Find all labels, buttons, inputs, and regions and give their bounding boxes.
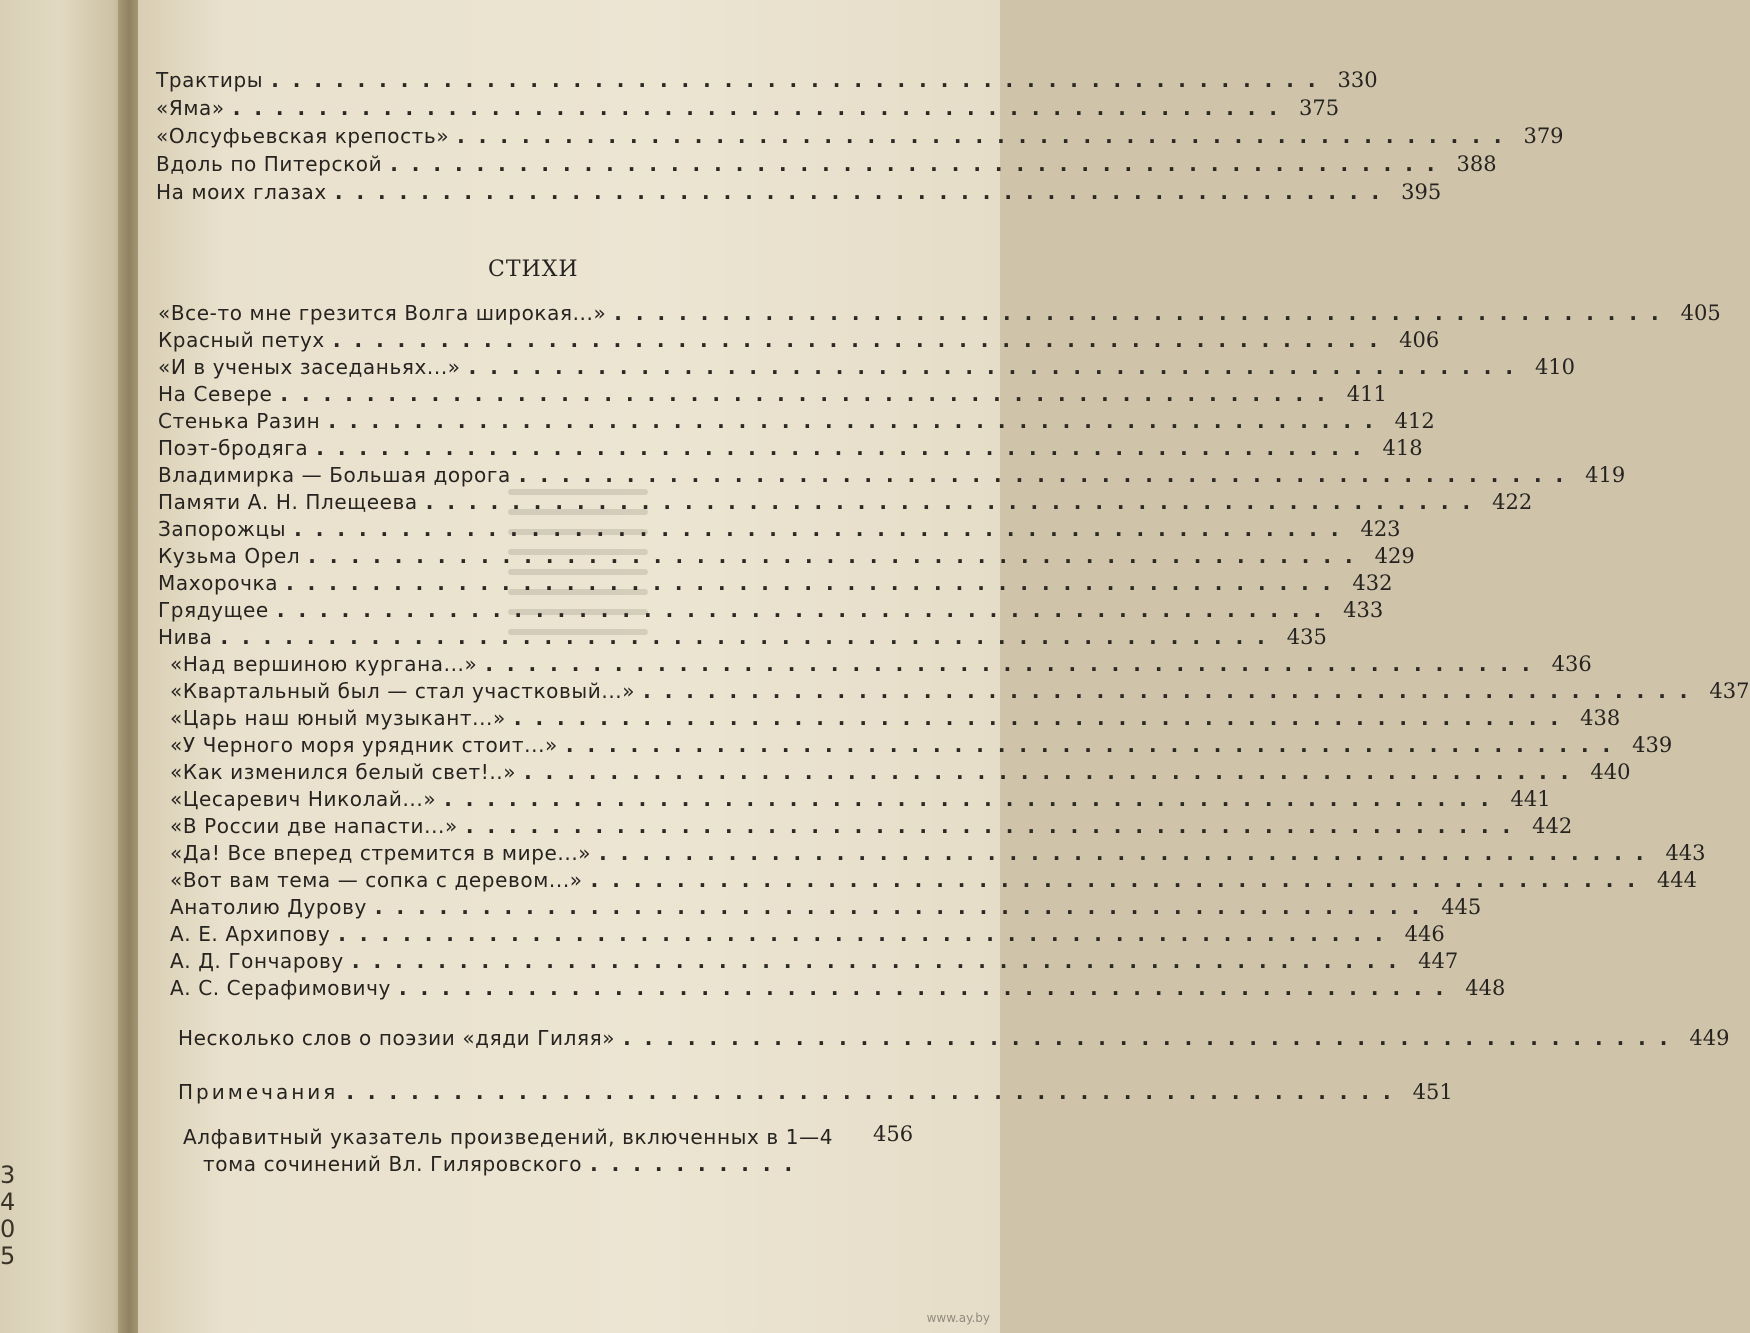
toc-entry-page: 423 bbox=[1360, 517, 1401, 541]
toc-entry-title: «У Черного моря урядник стоит...» bbox=[170, 733, 558, 757]
toc-entry bbox=[158, 297, 1721, 325]
toc-entry-title: «Как изменился белый свет!..» bbox=[170, 760, 517, 784]
toc-entry-page: 379 bbox=[1523, 124, 1564, 148]
toc-entry-title: «И в ученых заседаньях...» bbox=[158, 355, 461, 379]
dot-leader: ................................................. bbox=[232, 96, 1292, 120]
toc-entry-title: Несколько слов о поэзии «дяди Гиляя» bbox=[178, 1026, 616, 1050]
toc-entry bbox=[158, 459, 1626, 487]
dot-leader: ................................................. bbox=[398, 976, 1458, 1000]
left-digit: 4 bbox=[0, 1188, 16, 1216]
dot-leader: ................................................. bbox=[643, 679, 1702, 703]
dot-leader: ................................................. bbox=[308, 544, 1367, 568]
toc-entry-title: Махорочка bbox=[158, 571, 279, 595]
left-page-edge bbox=[0, 0, 132, 1333]
toc-entry-title: Вдоль по Питерской bbox=[156, 152, 383, 176]
toc-entry-page: 435 bbox=[1286, 625, 1327, 649]
dot-leader: ................................................. bbox=[332, 328, 1392, 352]
dot-leader: .......... bbox=[590, 1152, 807, 1176]
toc-entry bbox=[170, 864, 1698, 892]
toc-entry-title: Нива bbox=[158, 625, 213, 649]
toc-entry bbox=[170, 783, 1551, 811]
toc-entry-title: На Севере bbox=[158, 382, 273, 406]
toc-entry-page: 451 bbox=[1412, 1080, 1453, 1104]
dot-leader: ................................................. bbox=[465, 814, 1525, 838]
left-page-digits bbox=[0, 1162, 20, 1270]
toc-entry-page: 433 bbox=[1343, 598, 1384, 622]
toc-entry-page: 375 bbox=[1299, 96, 1340, 120]
toc-entry-page: 439 bbox=[1632, 733, 1673, 757]
toc-entry bbox=[170, 675, 1750, 703]
toc-entry bbox=[170, 972, 1506, 1000]
toc-entry-page: 444 bbox=[1656, 868, 1698, 892]
toc-entry-title: «Цесаревич Николай...» bbox=[170, 787, 437, 811]
left-digit: 3 bbox=[0, 1161, 16, 1189]
dot-leader: ................................................. bbox=[294, 517, 1353, 541]
toc-entry bbox=[158, 513, 1401, 541]
toc-entry-page: 395 bbox=[1401, 180, 1442, 204]
dot-leader: ................................................. bbox=[271, 68, 1330, 92]
toc-entry bbox=[170, 891, 1482, 919]
toc-entry-title: На моих глазах bbox=[156, 180, 327, 204]
toc-entry-page: 405 bbox=[1680, 301, 1721, 325]
toc-entry-page: 437 bbox=[1709, 679, 1750, 703]
toc-entry-page: 447 bbox=[1418, 949, 1459, 973]
toc-entry-title: Примечания bbox=[178, 1080, 339, 1104]
toc-entry bbox=[158, 351, 1576, 379]
toc-entry-title: Владимирка — Большая дорога bbox=[158, 463, 511, 487]
toc-entry-title: «Все-то мне грезится Волга широкая...» bbox=[158, 301, 607, 325]
toc-entry-page: 448 bbox=[1465, 976, 1506, 1000]
toc-entry-title: А. С. Серафимовичу bbox=[170, 976, 391, 1000]
toc-entry bbox=[170, 648, 1592, 676]
toc-entry-page: 438 bbox=[1580, 706, 1621, 730]
toc-entry-page: 418 bbox=[1382, 436, 1423, 460]
dot-leader: ................................................. bbox=[280, 382, 1339, 406]
toc-entry-title: Трактиры bbox=[156, 68, 264, 92]
toc-entry bbox=[156, 64, 1378, 92]
toc-entry bbox=[156, 120, 1564, 148]
toc-entry-title: «Яма» bbox=[156, 96, 225, 120]
dot-leader: ................................................. bbox=[468, 355, 1527, 379]
toc-entry-index bbox=[183, 1124, 913, 1178]
toc-entry bbox=[158, 378, 1387, 406]
toc-entry-title: Кузьма Орел bbox=[158, 544, 301, 568]
toc-entry-title: Грядущее bbox=[158, 598, 269, 622]
dot-leader: ................................................. bbox=[286, 571, 1345, 595]
toc-entry-title-line2: тома сочинений Вл. Гиляровского bbox=[203, 1152, 583, 1176]
toc-entry-title: Стенька Разин bbox=[158, 409, 321, 433]
toc-entry-page: 419 bbox=[1585, 463, 1626, 487]
toc-entry bbox=[158, 540, 1415, 568]
toc-entry bbox=[158, 324, 1440, 352]
toc-entry bbox=[158, 486, 1533, 514]
toc-entry bbox=[170, 945, 1459, 973]
toc-entry bbox=[170, 837, 1706, 865]
toc-entry-page: 410 bbox=[1534, 355, 1576, 379]
toc-entry-page: 443 bbox=[1665, 841, 1706, 865]
toc-entry bbox=[158, 432, 1423, 460]
toc-entry-page: 406 bbox=[1399, 328, 1440, 352]
table-of-contents bbox=[138, 0, 1750, 1333]
toc-entry bbox=[170, 702, 1621, 730]
watermark: www.ay.by bbox=[926, 1311, 990, 1325]
toc-entry-page: 411 bbox=[1346, 382, 1387, 406]
toc-entry-page: 330 bbox=[1337, 68, 1378, 92]
toc-entry bbox=[170, 918, 1445, 946]
dot-leader: ................................................. bbox=[316, 436, 1375, 460]
toc-entry-title: «Вот вам тема — сопка с деревом...» bbox=[170, 868, 583, 892]
left-digit: 0 bbox=[0, 1215, 16, 1243]
toc-entry bbox=[170, 729, 1673, 757]
dot-leader: ................................................. bbox=[334, 180, 1394, 204]
dot-leader: ................................................. bbox=[390, 152, 1449, 176]
toc-entry-page: 429 bbox=[1374, 544, 1415, 568]
toc-entry bbox=[170, 810, 1573, 838]
toc-entry-title: «Да! Все вперед стремится в мире...» bbox=[170, 841, 592, 865]
dot-leader: ................................................. bbox=[485, 652, 1544, 676]
toc-entry-title: «Квартальный был — стал участковый...» bbox=[170, 679, 636, 703]
toc-entry bbox=[156, 148, 1497, 176]
dot-leader: ................................................. bbox=[346, 1080, 1405, 1104]
dot-leader: ................................................. bbox=[276, 598, 1336, 622]
toc-entry-page: 422 bbox=[1492, 490, 1533, 514]
dot-leader: ................................................. bbox=[524, 760, 1583, 784]
toc-entry bbox=[158, 405, 1435, 433]
dot-leader: ................................................. bbox=[614, 301, 1673, 325]
toc-entry-title: А. Д. Гончарову bbox=[170, 949, 344, 973]
dot-leader: ................................................. bbox=[599, 841, 1658, 865]
toc-entry-title: Анатолию Дурову bbox=[170, 895, 367, 919]
toc-entry bbox=[156, 92, 1340, 120]
toc-entry bbox=[156, 176, 1442, 204]
dot-leader: ................................................. bbox=[328, 409, 1387, 433]
toc-entry-page: 449 bbox=[1689, 1026, 1730, 1050]
dot-leader: ................................................. bbox=[590, 868, 1649, 892]
toc-entry bbox=[170, 756, 1631, 784]
dot-leader: ................................................. bbox=[338, 922, 1397, 946]
toc-entry-page: 441 bbox=[1510, 787, 1551, 811]
book-page bbox=[138, 0, 1750, 1333]
toc-entry-page: 432 bbox=[1352, 571, 1393, 595]
toc-entry-title: «Царь наш юный музыкант...» bbox=[170, 706, 506, 730]
toc-entry-title: «Над вершиною кургана...» bbox=[170, 652, 478, 676]
dot-leader: ................................................. bbox=[374, 895, 1434, 919]
dot-leader: ................................................. bbox=[457, 124, 1516, 148]
dot-leader: ................................................. bbox=[425, 490, 1485, 514]
toc-entry-title: А. Е. Архипову bbox=[170, 922, 331, 946]
toc-entry-line2 bbox=[183, 1151, 913, 1178]
toc-entry-page: 456 bbox=[873, 1122, 914, 1146]
toc-entry-title: Запорожцы bbox=[158, 517, 287, 541]
toc-entry bbox=[158, 567, 1393, 595]
toc-entry-page: 446 bbox=[1404, 922, 1445, 946]
toc-entry bbox=[158, 594, 1384, 622]
dot-leader: ................................................. bbox=[565, 733, 1625, 757]
left-digit: 5 bbox=[0, 1242, 16, 1270]
toc-entry-page: 412 bbox=[1394, 409, 1435, 433]
toc-entry-page: 436 bbox=[1551, 652, 1592, 676]
dot-leader: ................................................. bbox=[513, 706, 1573, 730]
dot-leader: ................................................. bbox=[518, 463, 1578, 487]
section-title: СТИХИ bbox=[488, 257, 579, 282]
toc-entry-page: 445 bbox=[1441, 895, 1482, 919]
toc-entry-page: 388 bbox=[1456, 152, 1497, 176]
toc-entry-title: «Олсуфьевская крепость» bbox=[156, 124, 450, 148]
toc-entry-title: Поэт-бродяга bbox=[158, 436, 309, 460]
toc-entry bbox=[178, 1022, 1730, 1050]
toc-entry-page: 440 bbox=[1590, 760, 1631, 784]
toc-entry bbox=[158, 621, 1327, 649]
dot-leader: ................................................. bbox=[351, 949, 1411, 973]
toc-entry-title: Памяти А. Н. Плещеева bbox=[158, 490, 418, 514]
toc-entry-page: 442 bbox=[1532, 814, 1573, 838]
dot-leader: ................................................. bbox=[444, 787, 1503, 811]
dot-leader: ................................................. bbox=[623, 1026, 1682, 1050]
toc-entry-title-line1: Алфавитный указатель произведений, включенных в 1—4 bbox=[183, 1125, 834, 1149]
dot-leader: ................................................. bbox=[220, 625, 1279, 649]
toc-entry-title: Красный петух bbox=[158, 328, 325, 352]
toc-entry bbox=[178, 1076, 1453, 1104]
toc-entry-title: «В России две напасти...» bbox=[170, 814, 458, 838]
